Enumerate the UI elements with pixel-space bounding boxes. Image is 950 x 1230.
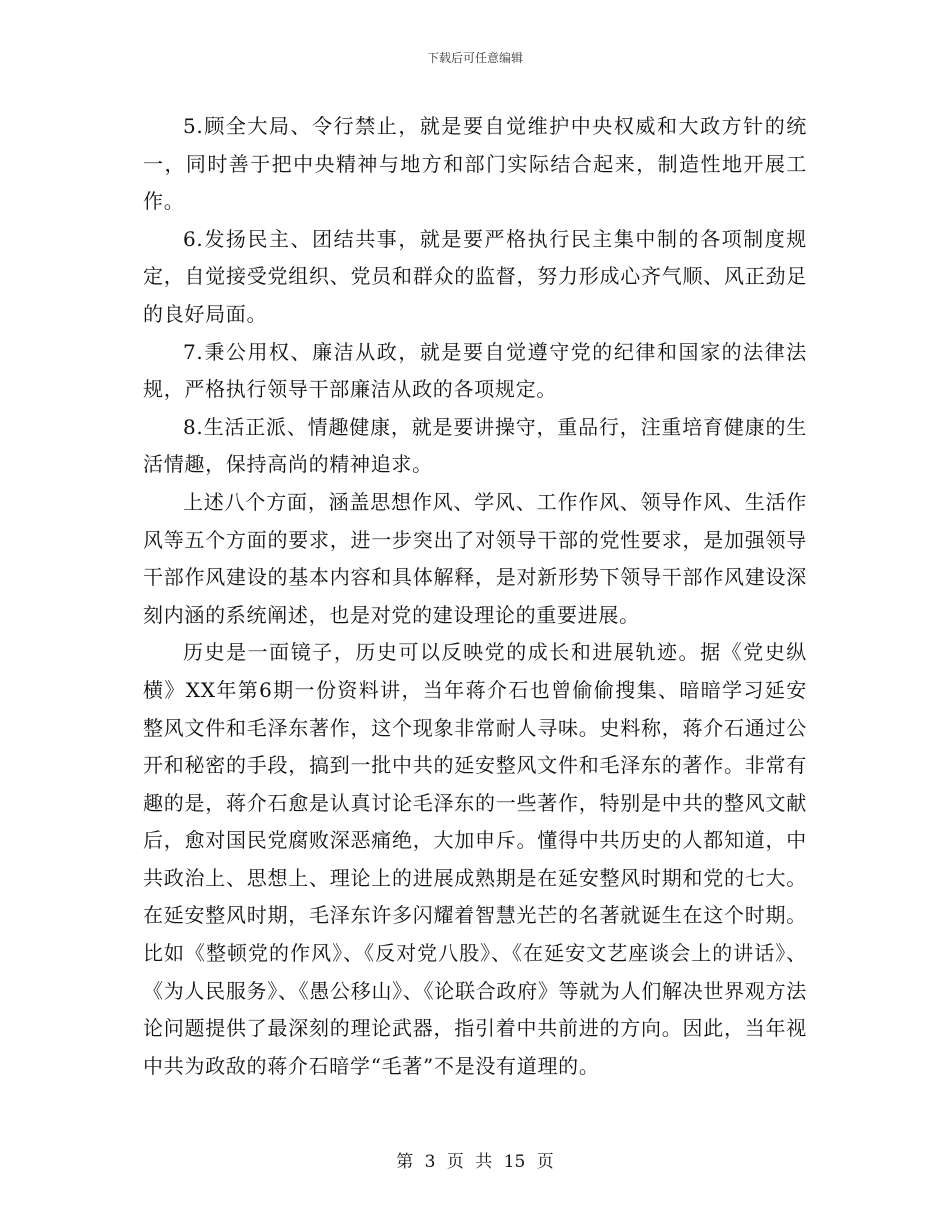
paragraph-summary: 上述八个方面，涵盖思想作风、学风、工作作风、领导作风、生活作风等五个方面的要求，进一步突出了对领导干部的党性要求，是加强领导干部作风建设的基本内容和具体解释，是对新形势下领导干部作风建设深刻内涵的系统阐述，也是对党的建设理论的重要进展。 (143, 489, 807, 627)
paragraph-item-8: 8.生活正派、情趣健康，就是要讲操守，重品行，注重培育健康的生活情趣，保持高尚的精神追求。 (143, 414, 807, 477)
paragraph-item-7: 7.秉公用权、廉洁从政，就是要自觉遵守党的纪律和国家的法律法规，严格执行领导干部廉洁从政的各项规定。 (143, 339, 807, 402)
document-body (143, 108, 807, 1085)
paragraph-history: 历史是一面镜子，历史可以反映党的成长和进展轨迹。据《党史纵横》XX年第6期一份资料讲，当年蒋介石也曾偷偷搜集、暗暗学习延安整风文件和毛泽东著作，这个现象非常耐人寻味。史料称，蒋介石通过公开和秘密的手段，搞到一批中共的延安整风文件和毛泽东的著作。非常有趣的是，蒋介石愈是认真讨论毛泽东的一些著作，特别是中共的整风文献后，愈对国民党腐败深恶痛绝，大加申斥。懂得中共历史的人都知道，中共政治上、思想上、理论上的进展成熟期是在延安整风时期和党的七大。在延安整风时期，毛泽东许多闪耀着智慧光芒的名著就诞生在这个时期。比如《整顿党的作风》、《反对党八股》、《在延安文艺座谈会上的讲话》、《为人民服务》、《愚公移山》、《论联合政府》等就为人们解决世界观方法论问题提供了最深刻的理论武器，指引着中共前进的方向。因此，当年视中共为政敌的蒋介石暗学“毛著”不是没有道理的。 (143, 640, 807, 1078)
page-number-footer: 第 3 页 共 15 页 (396, 1152, 554, 1172)
page-header: 下载后可任意编辑 (426, 51, 523, 65)
paragraph-item-6: 6.发扬民主、团结共事，就是要严格执行民主集中制的各项制度规定，自觉接受党组织、党员和群众的监督，努力形成心齐气顺、风正劲足的良好局面。 (143, 226, 807, 326)
paragraph-item-5: 5.顾全大局、令行禁止，就是要自觉维护中央权威和大政方针的统一，同时善于把中央精神与地方和部门实际结合起来，制造性地开展工作。 (143, 114, 807, 214)
